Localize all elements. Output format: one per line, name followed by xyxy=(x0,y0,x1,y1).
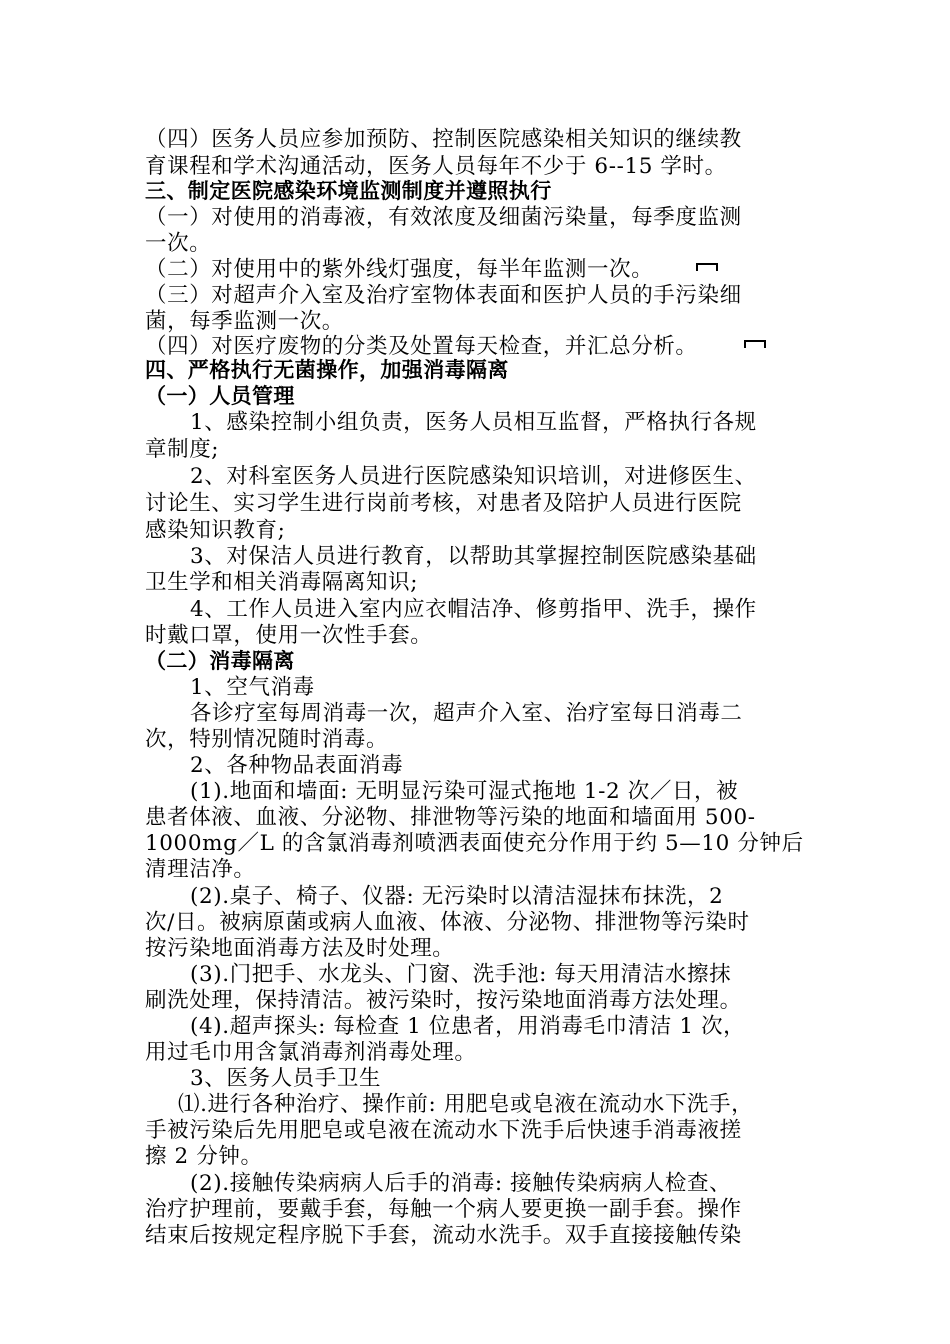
text-line: 3、对保洁人员进行教育，以帮助其掌握控制医院感染基础 xyxy=(190,544,757,569)
paragraph-mark-icon xyxy=(695,262,719,272)
section-heading: 三、制定医院感染环境监测制度并遵照执行 xyxy=(145,179,552,203)
text-line: 感染知识教育; xyxy=(145,518,286,543)
paragraph-mark-icon xyxy=(743,339,767,349)
text-line: 次，特别情况随时消毒。 xyxy=(145,727,389,752)
text-line: 1、感染控制小组负责，医务人员相互监督，严格执行各规 xyxy=(190,410,757,435)
text-line: 讨论生、实习学生进行岗前考核，对患者及陪护人员进行医院 xyxy=(145,491,742,516)
text-line: 1、空气消毒 xyxy=(190,675,315,700)
text-line: (3).门把手、水龙头、门窗、洗手池: 每天用清洁水擦抹 xyxy=(190,962,732,987)
text-line: 各诊疗室每周消毒一次，超声介入室、治疗室每日消毒二 xyxy=(190,701,743,726)
text-line: 卫生学和相关消毒隔离知识; xyxy=(145,570,419,595)
text-line: 治疗护理前，要戴手套，每触一个病人要更换一副手套。操作 xyxy=(145,1197,742,1222)
text-line: （一）对使用的消毒液，有效浓度及细菌污染量，每季度监测 xyxy=(145,205,742,230)
subsection-heading: （一）人员管理 xyxy=(145,384,295,408)
text-line: (1).地面和墙面: 无明显污染可湿式拖地 1-2 次／日，被 xyxy=(190,779,739,804)
text-line: 1000mg／L 的含氯消毒剂喷洒表面使充分作用于约 5—10 分钟后 xyxy=(145,831,804,856)
text-line: 4、工作人员进入室内应衣帽洁净、修剪指甲、洗手，操作 xyxy=(190,597,757,622)
text-line: 患者体液、血液、分泌物、排泄物等污染的地面和墙面用 500- xyxy=(145,805,756,830)
text-line: 时戴口罩，使用一次性手套。 xyxy=(145,623,433,648)
text-line: 2、各种物品表面消毒 xyxy=(190,753,404,778)
subsection-heading: （二）消毒隔离 xyxy=(145,649,295,673)
text-line: 手被污染后先用肥皂或皂液在流动水下洗手后快速手消毒液搓 xyxy=(145,1118,742,1143)
text-line: 3、医务人员手卫生 xyxy=(190,1066,382,1091)
text-line: 一次。 xyxy=(145,231,212,256)
text-line: （四）对医疗废物的分类及处置每天检查，并汇总分析。 xyxy=(145,334,698,359)
text-line: （三）对超声介入室及治疗室物体表面和医护人员的手污染细 xyxy=(145,283,742,308)
text-line: (2).接触传染病病人后手的消毒: 接触传染病病人检查、 xyxy=(190,1171,732,1196)
section-heading: 四、严格执行无菌操作，加强消毒隔离 xyxy=(145,358,509,382)
text-line: 次/日。被病原菌或病人血液、体液、分泌物、排泄物等污染时 xyxy=(145,910,750,935)
text-line: 结束后按规定程序脱下手套，流动水洗手。双手直接接触传染 xyxy=(145,1223,742,1248)
text-line: 章制度; xyxy=(145,437,220,462)
text-line: 刷洗处理，保持清洁。被污染时，按污染地面消毒方法处理。 xyxy=(145,988,742,1013)
text-line: (2).桌子、椅子、仪器: 无污染时以清洁湿抹布抹洗，2 xyxy=(190,884,724,909)
text-line: ⑴.进行各种治疗、操作前: 用肥皂或皂液在流动水下洗手， xyxy=(178,1092,754,1117)
text-line: 育课程和学术沟通活动，医务人员每年不少于 6--15 学时。 xyxy=(145,154,727,179)
text-line: (4).超声探头: 每检查 1 位患者，用消毒毛巾清洁 1 次， xyxy=(190,1014,746,1039)
text-line: 擦 2 分钟。 xyxy=(145,1144,263,1169)
text-line: 2、对科室医务人员进行医院感染知识培训，对进修医生、 xyxy=(190,464,757,489)
text-line: （四）医务人员应参加预防、控制医院感染相关知识的继续教 xyxy=(145,127,742,152)
text-line: 按污染地面消毒方法及时处理。 xyxy=(145,936,455,961)
text-line: 菌，每季监测一次。 xyxy=(145,309,344,334)
text-line: 清理洁净。 xyxy=(145,857,256,882)
text-line: （二）对使用中的紫外线灯强度，每半年监测一次。 xyxy=(145,257,654,282)
text-line: 用过毛巾用含氯消毒剂消毒处理。 xyxy=(145,1040,477,1065)
